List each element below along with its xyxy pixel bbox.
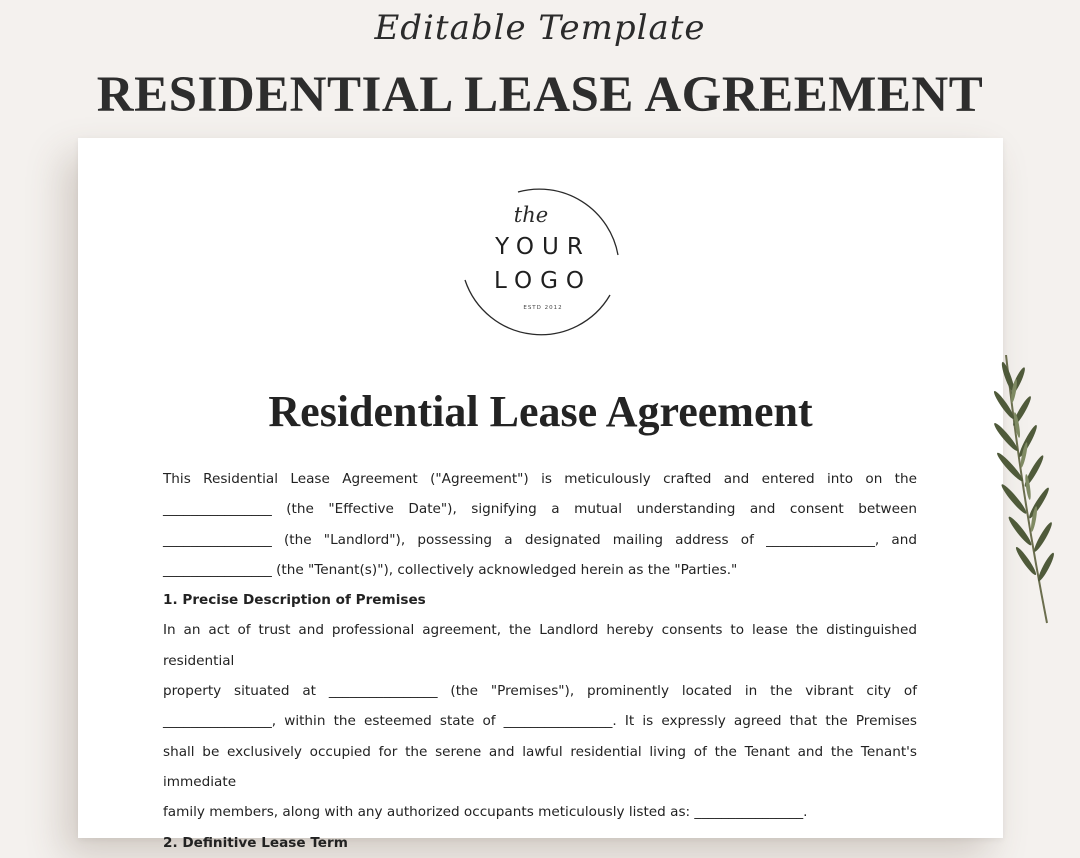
intro-line: ________________ (the "Landlord"), possessing a designated mailing address of ________________, and [163, 531, 917, 548]
section-1-line: ________________, within the esteemed state of ________________. It is expressly agreed that the Premises [163, 713, 917, 730]
logo-line-2: LOGO [493, 268, 593, 294]
document-title: Residential Lease Agreement [268, 387, 813, 436]
section-1-heading: 1. Precise Description of Premises [163, 592, 426, 609]
section-1-line: shall be exclusively occupied for the serene and lawful residential living of the Tenant and the Tenant's immediate [163, 743, 917, 790]
document-body [163, 464, 917, 858]
editable-template-script-title: Editable Template [374, 8, 706, 48]
section-2-heading: 2. Definitive Lease Term [163, 834, 348, 851]
logo-small-word: the [513, 203, 549, 227]
logo-placeholder [458, 180, 628, 350]
section-1-line: In an act of trust and professional agreement, the Landlord hereby consents to lease the distinguished residential [163, 622, 917, 669]
logo-line-1: YOUR [495, 234, 591, 260]
banner-title: RESIDENTIAL LEASE AGREEMENT [96, 67, 984, 123]
logo-estd: ESTD 2012 [523, 305, 563, 311]
rosemary-sprig-decoration [984, 355, 1064, 630]
intro-line: ________________ (the "Effective Date"), signifying a mutual understanding and consent between [163, 501, 917, 518]
section-1-line: family members, along with any authorized occupants meticulously listed as: ________________. [163, 804, 808, 821]
intro-line: This Residential Lease Agreement ("Agreement") is meticulously crafted and entered into on the [163, 471, 917, 487]
intro-line: ________________ (the "Tenant(s)"), collectively acknowledged herein as the "Parties." [163, 561, 738, 578]
section-1-line: property situated at ________________ (the "Premises"), prominently located in the vibrant city of [163, 683, 917, 700]
document-page [78, 138, 1003, 851]
